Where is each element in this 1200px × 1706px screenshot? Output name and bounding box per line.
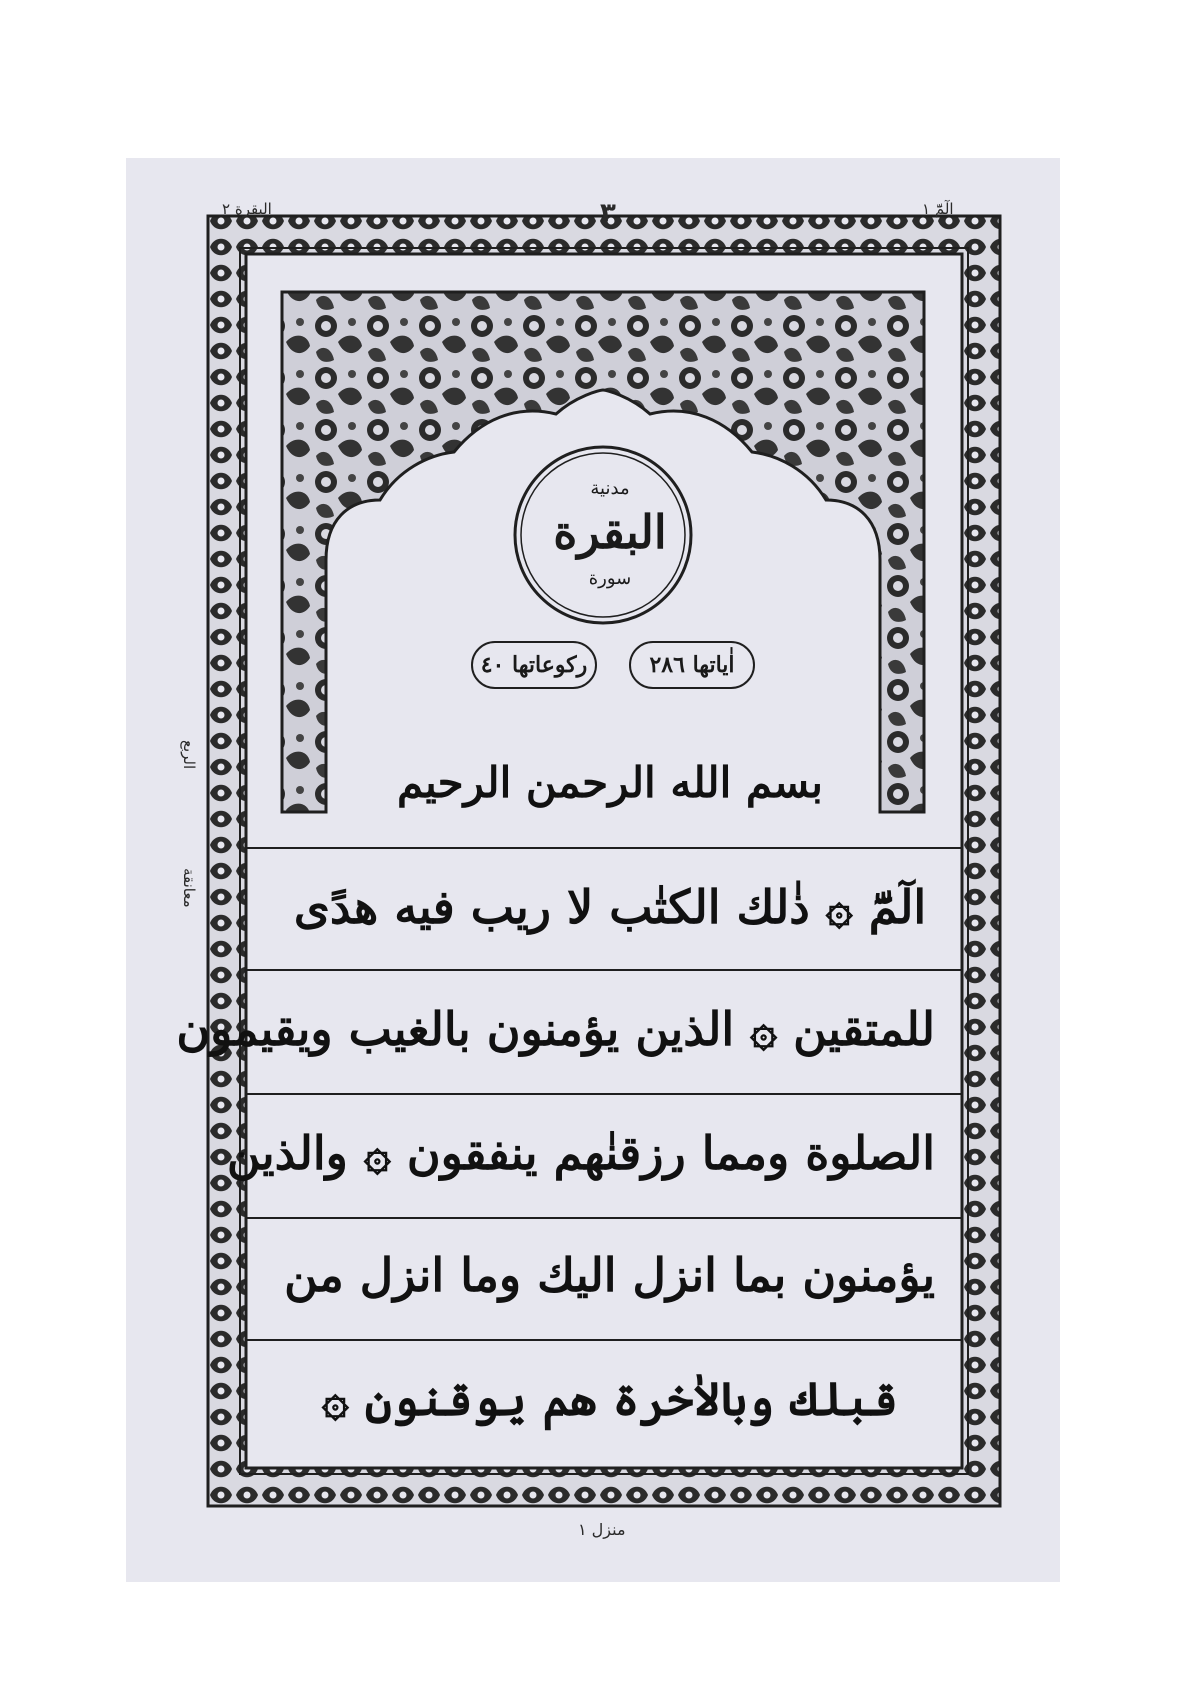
ayat-count: اٰياتها ٢٨٦ — [649, 652, 735, 678]
surah-type: مدنية — [590, 478, 630, 499]
verse-line: الٓمّٓ ۞ ذٰلك الكتٰب لا ريب فيه هدًى — [293, 880, 927, 934]
verse-line: الصلوة ومما رزقنٰهم ينفقون ۞ والذين — [226, 1126, 935, 1180]
surah-label: سورة — [588, 568, 632, 589]
verse-line: قبلك وبالاٰخرة هم يوقنون ۞ — [321, 1372, 899, 1426]
surah-name: البقرة — [553, 505, 667, 559]
manzil-label: منزل ١ — [578, 1520, 626, 1539]
margin-note-bottom: معانقة — [180, 868, 198, 908]
verse-line: يؤمنون بما انزل اليك وما انزل من — [284, 1248, 935, 1302]
verse-line: للمتقين ۞ الذين يؤمنون بالغيب ويقيمون — [176, 1002, 935, 1056]
page-number: ٣ — [600, 198, 616, 228]
header-surah-label: البقرة ٢ — [222, 200, 272, 218]
bismillah: بسم الله الرحمن الرحيم — [397, 758, 823, 807]
ruku-count: ركوعاتها ٤٠ — [480, 652, 588, 678]
margin-note-top: الربع — [180, 740, 198, 770]
header-para-label: الٓمّٓ ١ — [922, 200, 954, 218]
